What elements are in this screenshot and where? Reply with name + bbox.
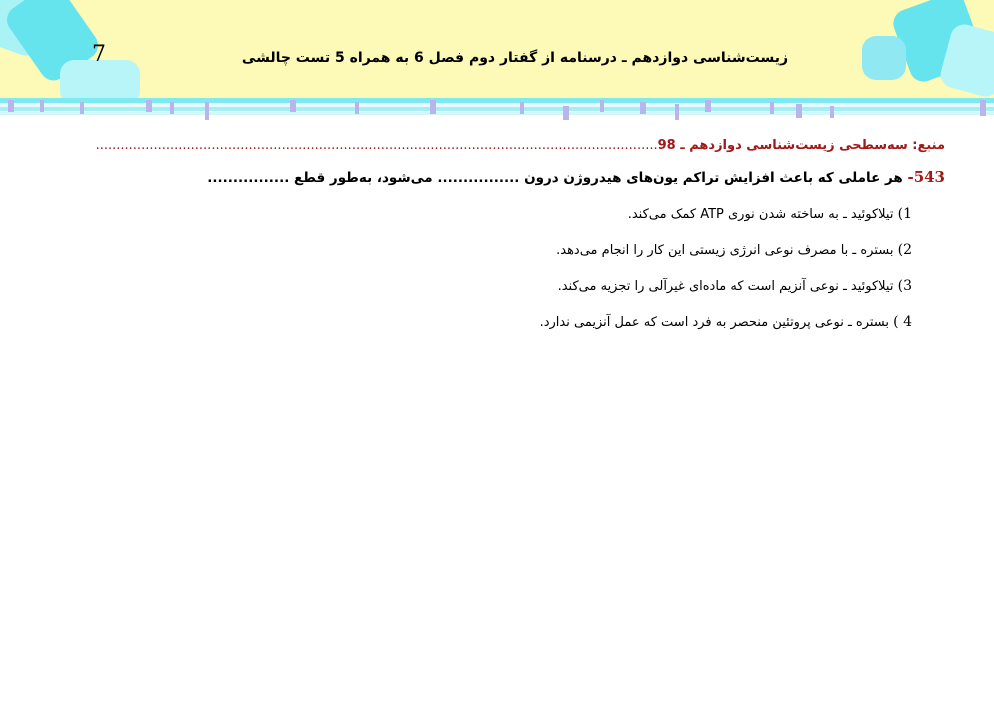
question-number: 543- bbox=[907, 168, 945, 186]
option-text: بستره ـ نوعی پروتئین منحصر به فرد است که عمل آنزیمی ندارد. bbox=[539, 315, 890, 330]
answer-option-3 bbox=[40, 278, 912, 294]
option-text: بستره ـ با مصرف نوعی انرژی زیستی این کار را انجام می‌دهد. bbox=[556, 243, 894, 258]
option-number: 2) bbox=[897, 242, 912, 258]
option-number: 1) bbox=[897, 206, 912, 222]
source-line bbox=[40, 138, 945, 153]
decorative-stripe-band bbox=[0, 98, 994, 122]
option-number: 4 ) bbox=[893, 314, 912, 330]
question-stem bbox=[40, 168, 945, 186]
page-number: 7 bbox=[92, 42, 106, 67]
page-title: زیست‌شناسی دوازدهم ـ درسنامه از گفتار دوم فصل 6 به همراه 5 تست چالشی bbox=[241, 50, 789, 66]
answer-option-4 bbox=[40, 314, 912, 330]
option-number: 3) bbox=[897, 278, 912, 294]
page-header bbox=[0, 0, 994, 100]
option-text: تیلاکوئید ـ به ساخته شدن نوری ATP کمک می‌کند. bbox=[627, 207, 894, 222]
answer-option-2 bbox=[40, 242, 912, 258]
source-label: منبع: سه‌سطحی زیست‌شناسی دوازدهم ـ 98 bbox=[657, 138, 945, 153]
answer-option-1 bbox=[40, 206, 912, 222]
source-leader-dots: ........................................................................................................................................ bbox=[95, 138, 658, 153]
option-text: تیلاکوئید ـ نوعی آنزیم است که ماده‌ای غیرآلی را تجزیه می‌کند. bbox=[557, 279, 894, 294]
question-text: هر عاملی که باعث افزایش تراکم یون‌های هیدروژن درون ................ می‌شود، به‌طور قطع ................ bbox=[207, 170, 903, 186]
decorative-square-right-small bbox=[862, 36, 906, 80]
